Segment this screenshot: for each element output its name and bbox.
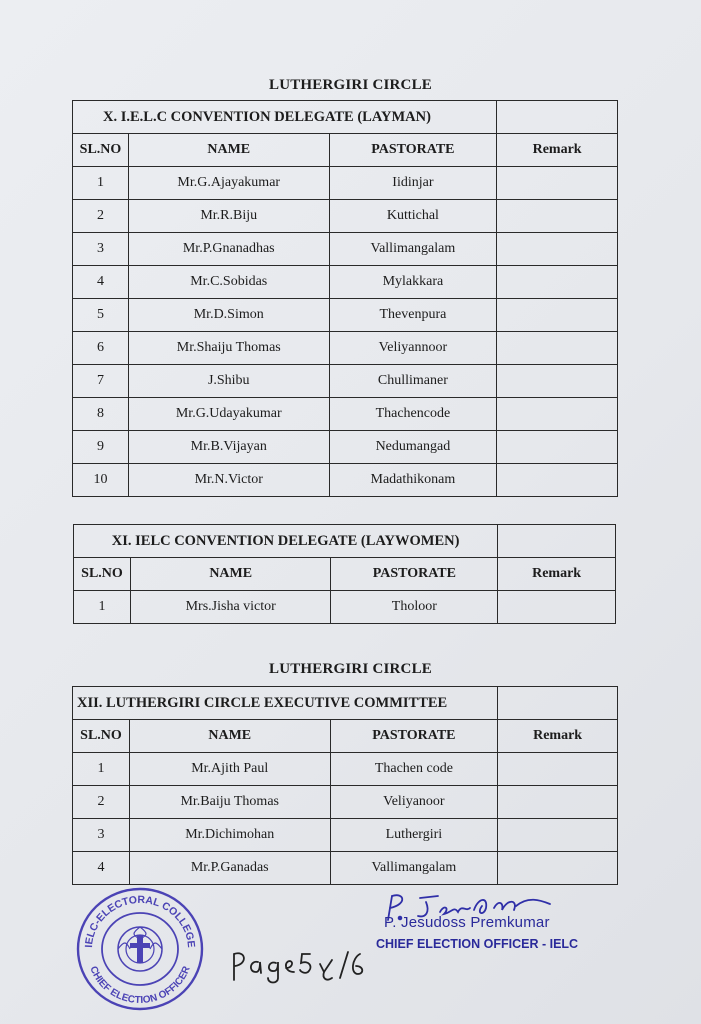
handwritten-page-number (228, 946, 378, 986)
signatory-name: P. Jesudoss Premkumar (384, 914, 550, 931)
cell-pastorate: Thevenpura (329, 299, 497, 332)
signatory-title: CHIEF ELECTION OFFICER - IELC (376, 937, 579, 951)
cell-name: Mr.C.Sobidas (128, 266, 329, 299)
table-row (73, 365, 618, 398)
cell-pastorate: Tholoor (331, 591, 498, 624)
cell-remark (498, 819, 618, 852)
cell-slno: 6 (73, 332, 129, 365)
cell-name: J.Shibu (128, 365, 329, 398)
cell-remark (498, 591, 616, 624)
cell-name: Mr.Shaiju Thomas (128, 332, 329, 365)
cell-remark (497, 167, 618, 200)
header-pastorate: PASTORATE (329, 134, 497, 167)
header-slno: SL.NO (73, 720, 130, 753)
cell-slno: 3 (73, 819, 130, 852)
table-row (73, 753, 618, 786)
cell-slno: 4 (73, 266, 129, 299)
section-title: XII. LUTHERGIRI CIRCLE EXECUTIVE COMMITTEE (73, 687, 498, 720)
cell-slno: 4 (73, 852, 130, 885)
cell-remark (497, 266, 618, 299)
cell-name: Mr.D.Simon (128, 299, 329, 332)
cell-slno: 8 (73, 398, 129, 431)
table-row (73, 819, 618, 852)
table-row (73, 332, 618, 365)
cell-pastorate: Iidinjar (329, 167, 497, 200)
cell-pastorate: Vallimangalam (330, 852, 498, 885)
cell-remark (497, 332, 618, 365)
cell-slno: 5 (73, 299, 129, 332)
table-row (73, 233, 618, 266)
header-name: NAME (130, 558, 331, 591)
layman-delegate-table (72, 100, 618, 497)
circle-heading-2: LUTHERGIRI CIRCLE (268, 661, 433, 677)
cell-remark (498, 753, 618, 786)
cell-name: Mr.R.Biju (128, 200, 329, 233)
cell-slno: 7 (73, 365, 129, 398)
cell-pastorate: Nedumangad (329, 431, 497, 464)
electoral-college-seal-stamp (72, 883, 208, 1013)
cell-pastorate: Madathikonam (329, 464, 497, 497)
cell-pastorate: Thachencode (329, 398, 497, 431)
cell-remark (497, 431, 618, 464)
table-row (73, 200, 618, 233)
section-title: XI. IELC CONVENTION DELEGATE (LAYWOMEN) (74, 525, 498, 558)
cell-remark (497, 233, 618, 266)
svg-text:CHIEF ELECTION OFFICER: CHIEF ELECTION OFFICER (87, 964, 193, 1007)
svg-text:IELC-ELECTORAL COLLEGE: IELC-ELECTORAL COLLEGE (83, 893, 198, 949)
header-pastorate: PASTORATE (330, 720, 498, 753)
cell-pastorate: Chullimaner (329, 365, 497, 398)
table-row (73, 786, 618, 819)
header-remark: Remark (498, 558, 616, 591)
cell-remark (497, 464, 618, 497)
cell-name: Mr.P.Gnanadhas (128, 233, 329, 266)
table-header-row (73, 720, 618, 753)
cell-name: Mr.G.Udayakumar (128, 398, 329, 431)
table-row (73, 266, 618, 299)
table-row (74, 591, 616, 624)
header-remark: Remark (498, 720, 618, 753)
cell-remark (497, 299, 618, 332)
cell-name: Mr.Dichimohan (129, 819, 330, 852)
cell-pastorate: Vallimangalam (329, 233, 497, 266)
cell-slno: 9 (73, 431, 129, 464)
cell-name: Mr.Ajith Paul (129, 753, 330, 786)
cell-pastorate: Mylakkara (329, 266, 497, 299)
cell-slno: 10 (73, 464, 129, 497)
cell-name: Mr.N.Victor (128, 464, 329, 497)
table-row (73, 398, 618, 431)
header-slno: SL.NO (73, 134, 129, 167)
header-pastorate: PASTORATE (331, 558, 498, 591)
cell-remark (498, 786, 618, 819)
cell-slno: 1 (74, 591, 131, 624)
table-row (73, 299, 618, 332)
header-name: NAME (129, 720, 330, 753)
cell-remark (497, 398, 618, 431)
cell-name: Mr.Baiju Thomas (129, 786, 330, 819)
cell-slno: 1 (73, 753, 130, 786)
header-slno: SL.NO (74, 558, 131, 591)
laywomen-delegate-table (73, 524, 616, 624)
cell-pastorate: Luthergiri (330, 819, 498, 852)
cell-pastorate: Veliyannoor (329, 332, 497, 365)
table-row (73, 852, 618, 885)
cell-name: Mr.G.Ajayakumar (128, 167, 329, 200)
cell-name: Mr.P.Ganadas (129, 852, 330, 885)
table-row (73, 167, 618, 200)
executive-committee-table (72, 686, 618, 885)
cell-pastorate: Veliyanoor (330, 786, 498, 819)
cell-remark (498, 852, 618, 885)
cell-remark (497, 200, 618, 233)
cell-slno: 1 (73, 167, 129, 200)
cell-pastorate: Thachen code (330, 753, 498, 786)
table-header-row (74, 558, 616, 591)
cell-pastorate: Kuttichal (329, 200, 497, 233)
cell-name: Mr.B.Vijayan (128, 431, 329, 464)
cell-slno: 3 (73, 233, 129, 266)
cell-remark (497, 365, 618, 398)
circle-heading-1: LUTHERGIRI CIRCLE (268, 77, 433, 93)
table-row (73, 431, 618, 464)
cell-slno: 2 (73, 200, 129, 233)
cell-name: Mrs.Jisha victor (130, 591, 331, 624)
cell-slno: 2 (73, 786, 130, 819)
table-header-row (73, 134, 618, 167)
table-row (73, 464, 618, 497)
section-title: X. I.E.L.C CONVENTION DELEGATE (LAYMAN) (73, 101, 497, 134)
header-remark: Remark (497, 134, 618, 167)
header-name: NAME (128, 134, 329, 167)
